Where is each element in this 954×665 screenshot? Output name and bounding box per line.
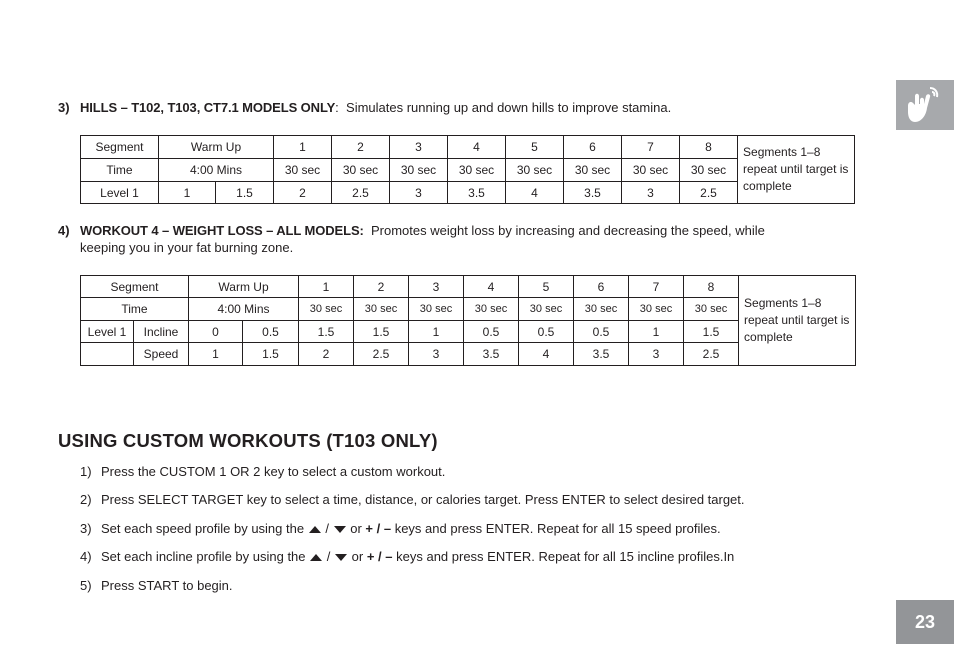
- segment-level: 3.5: [564, 182, 622, 204]
- step-number: 5): [80, 578, 92, 593]
- step-text: Press the CUSTOM 1 OR 2 key to select a custom workout.: [101, 464, 446, 479]
- segment-level: 2.5: [680, 182, 738, 204]
- step-text: Press SELECT TARGET key to select a time, distance, or calories target. Press ENTER to select desired target.: [101, 492, 745, 507]
- incline-value: 1: [629, 321, 684, 343]
- section-title: USING CUSTOM WORKOUTS (T103 ONLY): [58, 430, 438, 451]
- hills-description: Simulates running up and down hills to improve stamina.: [346, 100, 672, 115]
- segment-time: 30 sec: [299, 298, 354, 321]
- warmup-level: 1.5: [216, 182, 274, 204]
- segment-level: 3.5: [448, 182, 506, 204]
- segment-number: 3: [390, 136, 448, 159]
- incline-warmup: 0.5: [243, 321, 299, 343]
- weight-loss-item: [58, 222, 858, 258]
- incline-value: 0.5: [519, 321, 574, 343]
- hills-program-table: [80, 135, 855, 204]
- item-body: [80, 222, 858, 256]
- segment-time: 30 sec: [409, 298, 464, 321]
- speed-value: 2.5: [354, 343, 409, 366]
- incline-value: 1: [409, 321, 464, 343]
- incline-warmup: 0: [189, 321, 243, 343]
- list-item: [80, 463, 445, 480]
- segment-number: 7: [622, 136, 680, 159]
- segment-header: Segment: [81, 276, 189, 298]
- list-item: 4) Set each incline profile by using the / or + / – keys and press ENTER. Repeat for all 15 incline profiles.In: [80, 549, 735, 564]
- table-row: [81, 136, 855, 159]
- weight-loss-description-line1: Promotes weight loss by increasing and decreasing the speed, while: [371, 223, 765, 238]
- incline-value: 0.5: [574, 321, 629, 343]
- incline-label: Incline: [134, 321, 189, 343]
- segment-number: 5: [506, 136, 564, 159]
- incline-value: 1.5: [684, 321, 739, 343]
- arrow-down-icon: [335, 554, 347, 561]
- hand-pointing-icon: [902, 84, 946, 126]
- item-number: 4): [58, 223, 70, 238]
- segment-time: 30 sec: [274, 159, 332, 182]
- segment-time: 30 sec: [506, 159, 564, 182]
- segment-number: 8: [684, 276, 739, 298]
- table-row: [81, 276, 856, 298]
- speed-value: 3.5: [574, 343, 629, 366]
- warmup-level: 1: [159, 182, 216, 204]
- speed-value: 3: [629, 343, 684, 366]
- step-text-post: keys and press ENTER. Repeat for all 15 incline profiles.In: [396, 549, 735, 564]
- repeat-note: Segments 1–8 repeat until target is complete: [739, 276, 856, 366]
- step-number: 3): [80, 521, 92, 536]
- warmup-time: 4:00 Mins: [159, 159, 274, 182]
- item-body: HILLS – T102, T103, CT7.1 MODELS ONLY: Simulates running up and down hills to improve stamina.: [80, 100, 672, 115]
- list-item: [80, 577, 233, 594]
- hills-heading: HILLS – T102, T103, CT7.1 MODELS ONLY: [80, 100, 336, 115]
- segment-level: 2.5: [332, 182, 390, 204]
- arrow-up-icon: [309, 526, 321, 533]
- level-label: Level 1: [81, 321, 134, 343]
- segment-time: 30 sec: [464, 298, 519, 321]
- plus-minus-keys: + / –: [365, 521, 392, 536]
- weight-loss-program-table: [80, 275, 856, 366]
- time-label: Time: [81, 298, 189, 321]
- weight-loss-heading: WORKOUT 4 – WEIGHT LOSS – ALL MODELS:: [80, 223, 364, 238]
- segment-level: 4: [506, 182, 564, 204]
- segment-time: 30 sec: [629, 298, 684, 321]
- segment-number: 7: [629, 276, 684, 298]
- segment-level: 3: [622, 182, 680, 204]
- speed-value: 2.5: [684, 343, 739, 366]
- incline-value: 1.5: [299, 321, 354, 343]
- arrow-down-icon: [334, 526, 346, 533]
- segment-number: 6: [574, 276, 629, 298]
- segment-time: 30 sec: [564, 159, 622, 182]
- speed-value: 2: [299, 343, 354, 366]
- speed-value: 3.5: [464, 343, 519, 366]
- empty-cell: [81, 343, 134, 366]
- segment-time: 30 sec: [622, 159, 680, 182]
- segment-time: 30 sec: [332, 159, 390, 182]
- segment-time: 30 sec: [519, 298, 574, 321]
- segment-number: 4: [464, 276, 519, 298]
- level-label: Level 1: [81, 182, 159, 204]
- warmup-header: Warm Up: [189, 276, 299, 298]
- side-tab: [896, 80, 954, 130]
- step-number: 2): [80, 492, 92, 507]
- step-number: 4): [80, 549, 92, 564]
- item-number: 3): [58, 100, 70, 115]
- speed-label: Speed: [134, 343, 189, 366]
- segment-number: 2: [354, 276, 409, 298]
- segment-number: 5: [519, 276, 574, 298]
- step-text-post: keys and press ENTER. Repeat for all 15 speed profiles.: [394, 521, 721, 536]
- speed-warmup: 1.5: [243, 343, 299, 366]
- step-number: 1): [80, 464, 92, 479]
- segment-number: 2: [332, 136, 390, 159]
- segment-time: 30 sec: [680, 159, 738, 182]
- segment-number: 6: [564, 136, 622, 159]
- segment-time: 30 sec: [390, 159, 448, 182]
- list-item: [80, 491, 745, 508]
- step-text-pre: Set each incline profile by using the: [101, 549, 306, 564]
- segment-number: 1: [274, 136, 332, 159]
- incline-value: 0.5: [464, 321, 519, 343]
- speed-warmup: 1: [189, 343, 243, 366]
- segment-time: 30 sec: [354, 298, 409, 321]
- plus-minus-keys: + / –: [366, 549, 393, 564]
- step-text-pre: Set each speed profile by using the: [101, 521, 305, 536]
- incline-value: 1.5: [354, 321, 409, 343]
- segment-number: 8: [680, 136, 738, 159]
- segment-header: Segment: [81, 136, 159, 159]
- weight-loss-description-line2: keeping you in your fat burning zone.: [80, 240, 294, 255]
- step-text: Press START to begin.: [101, 578, 233, 593]
- arrow-up-icon: [310, 554, 322, 561]
- speed-value: 4: [519, 343, 574, 366]
- page-number: 23: [896, 600, 954, 644]
- speed-value: 3: [409, 343, 464, 366]
- list-item: 3) Set each speed profile by using the / or + / – keys and press ENTER. Repeat for all 15 speed profiles.: [80, 521, 721, 536]
- segment-number: 1: [299, 276, 354, 298]
- time-label: Time: [81, 159, 159, 182]
- segment-time: 30 sec: [448, 159, 506, 182]
- segment-number: 3: [409, 276, 464, 298]
- segment-level: 2: [274, 182, 332, 204]
- segment-time: 30 sec: [684, 298, 739, 321]
- segment-level: 3: [390, 182, 448, 204]
- repeat-note: Segments 1–8 repeat until target is complete: [738, 136, 855, 204]
- warmup-time: 4:00 Mins: [189, 298, 299, 321]
- segment-number: 4: [448, 136, 506, 159]
- warmup-header: Warm Up: [159, 136, 274, 159]
- segment-time: 30 sec: [574, 298, 629, 321]
